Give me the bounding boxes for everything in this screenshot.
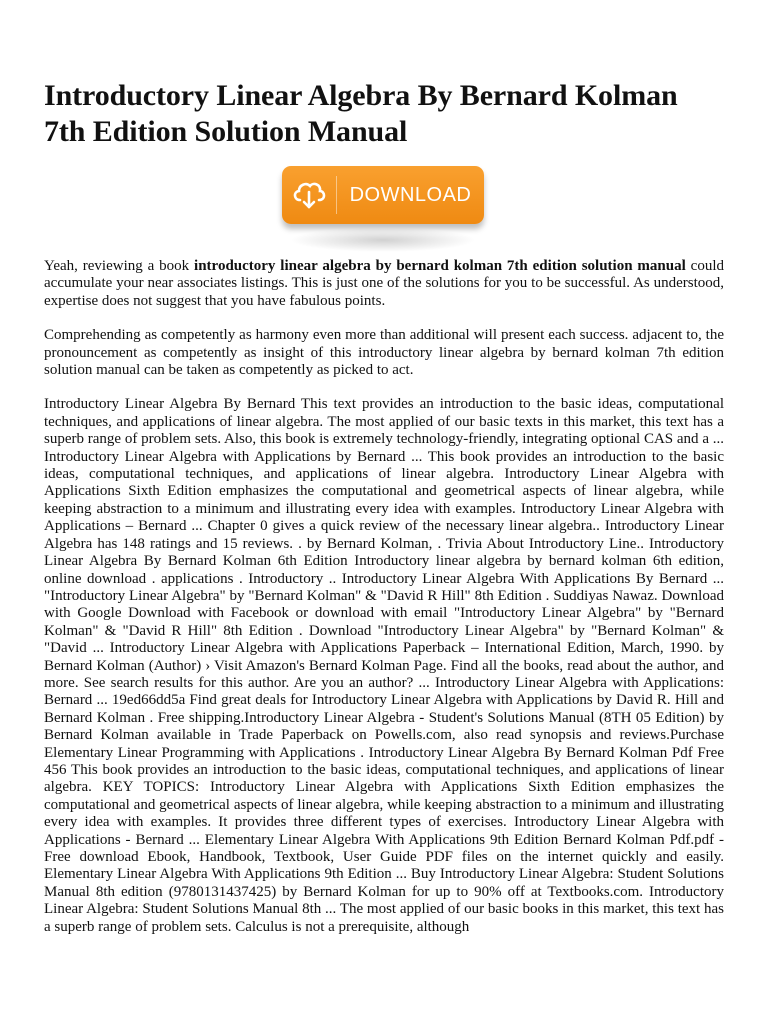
- intro-paragraph: [44, 258, 724, 310]
- body-paragraph: Introductory Linear Algebra By Bernard This text provides an introduction to the basic ideas, computational techniques, and applications of linear algebra. The most applied of our basic texts in this market, this text has a superb range of problem sets. Also, this book is extremely technology-friendly, integrating optional CAS and a ... Introductory Linear Algebra with Applications by Bernard ... This book provides an introduction to the basic ideas, computational techniques, and applications of linear algebra. Introductory Linear Algebra with Applications Sixth Edition emphasizes the computational and geometrical aspects of linear algebra, while keeping abstraction to a minimum and illustrating every idea with examples. Introductory Linear Algebra with Applications – Bernard ... Chapter 0 gives a quick review of the necessary linear algebra.. Introductory Linear Algebra has 148 ratings and 15 reviews. . by Bernard Kolman, . Trivia About Introductory Line.. Introductory Linear Algebra By Bernard Kolman 6th Edition Introductory linear algebra by bernard kolman 6th edition, online download . applications . Introductory .. Introductory Linear Algebra With Applications By Bernard ... "Introductory Linear Algebra" by "Bernard Kolman" & "David R Hill" 8th Edition . Suddiyas Nawaz. Download with Google Download with Facebook or download with email "Introductory Linear Algebra" by "Bernard Kolman" & "David R Hill" 8th Edition . Download "Introductory Linear Algebra" by "Bernard Kolman" & "David ... Introductory Linear Algebra with Applications Paperback – International Edition, March, 1990. by Bernard Kolman (Author) › Visit Amazon's Bernard Kolman Page. Find all the books, read about the author, and more. See search results for this author. Are you an author? ... Introductory Linear Algebra with Applications: Bernard ... 19ed66dd5a Find great deals for Introductory Linear Algebra with Applications by David R. Hill and Bernard Kolman . Free shipping.Introductory Linear Algebra - Student's Solutions Manual (8TH 05 Edition) by Bernard Kolman available in Trade Paperback on Powells.com, also read synopsis and reviews.Purchase Elementary Linear Programming with Applications . Introductory Linear Algebra By Bernard Kolman Pdf Free 456 This book provides an introduction to the basic ideas, computational techniques, and applications of linear algebra. KEY TOPICS: Introductory Linear Algebra with Applications Sixth Edition emphasizes the computational and geometrical aspects of linear algebra, while keeping abstraction to a minimum and illustrating every idea with examples. It provides three different types of exercises. Introductory Linear Algebra with Applications - Bernard ... Elementary Linear Algebra With Applications 9th Edition Bernard Kolman Pdf.pdf - Free download Ebook, Handbook, Textbook, User Guide PDF files on the internet quickly and easily. Elementary Linear Algebra With Applications 9th Edition ... Buy Introductory Linear Algebra: Student Solutions Manual 8th edition (9780131437425) by Bernard Kolman for up to 90% off at Textbooks.com. Introductory Linear Algebra: Student Solutions Manual 8th ... The most applied of our basic books in this market, this text has a superb range of problem sets. Calculus is not a prerequisite, although: [44, 396, 724, 935]
- second-paragraph: Comprehending as competently as harmony even more than additional will present each success. adjacent to, the pronouncement as competently as insight of this introductory linear algebra by bernard kolman 7th edition solution manual can be taken as competently as picked to act.: [44, 327, 724, 379]
- button-reflection: [290, 228, 476, 252]
- page-title: Introductory Linear Algebra By Bernard Kolman 7th Edition Solution Manual: [44, 79, 678, 148]
- download-label: DOWNLOAD: [349, 183, 472, 206]
- document-page: [44, 78, 724, 936]
- download-button[interactable]: [282, 166, 484, 224]
- intro-text-end: could accumulate your near associates listings. This is just one of the solutions for you to be successful. As understood, expertise does not suggest that you have fabulous points.: [44, 258, 724, 309]
- download-area: [282, 166, 484, 258]
- cloud-download-icon: [282, 166, 336, 224]
- intro-book-title: introductory linear algebra by bernard kolman 7th edition solution manual: [194, 258, 686, 274]
- intro-text-start: Yeah, reviewing a book: [44, 258, 195, 274]
